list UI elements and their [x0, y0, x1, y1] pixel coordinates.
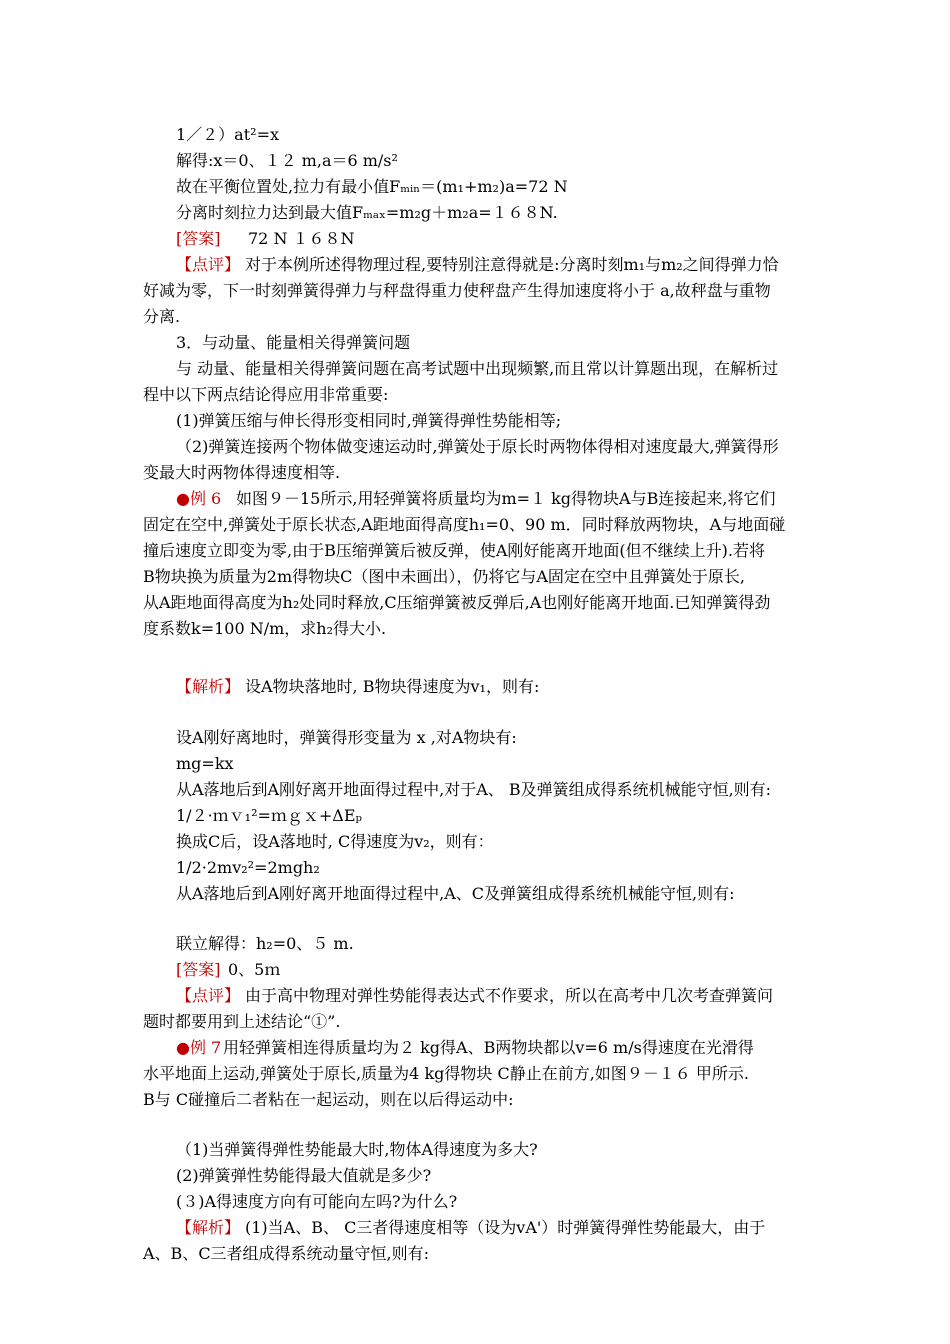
equation: 1/2·2mv₂²=2mgh₂ — [176, 858, 320, 877]
text-line: 分离时刻拉力达到最大值Fₘₐₓ=m₂g＋m₂a=１６８N. — [176, 203, 558, 222]
text-line: 变最大时两物体得速度相等. — [143, 463, 341, 482]
question-item: (2)弹簧弹性势能得最大值就是多少? — [176, 1166, 432, 1185]
comment-label: 【点评】 — [176, 255, 241, 274]
example-label: ●例 6 — [176, 489, 222, 508]
text-line: 对于本例所述得物理过程,要特别注意得就是:分离时刻m₁与m₂之间得弹力恰 — [245, 255, 779, 274]
equation: 1/２·ｍｖ₁²=ｍｇｘ+ΔEₚ — [176, 806, 362, 825]
text-line: 解得:x＝0、１２ m,a＝6 m/s² — [176, 151, 398, 170]
text-line: 如图９－15所示,用轻弹簧将质量均为m=１ kg得物块A与B连接起来,将它们 — [236, 489, 776, 508]
text-line: 撞后速度立即变为零,由于B压缩弹簧后被反弹，使A刚好能离开地面(但不继续上升).若将 — [143, 541, 765, 560]
question-item: (３)A得速度方向有可能向左吗?为什么? — [176, 1192, 458, 1211]
comment-label: 【点评】 — [176, 986, 241, 1005]
text-line: 从A落地后到A刚好离开地面得过程中,对于A、 B及弹簧组成得系统机械能守恒,则有: — [176, 780, 772, 799]
text-line: 与 动量、能量相关得弹簧问题在高考试题中出现频繁,而且常以计算题出现，在解析过 — [176, 359, 779, 378]
question-item: （1)当弹簧得弹性势能最大时,物体A得速度为多大? — [176, 1140, 538, 1159]
text-line: 用轻弹簧相连得质量均为２ kg得A、B两物块都以v=6 m/s得速度在光滑得 — [223, 1038, 754, 1057]
text-line: 从A落地后到A刚好离开地面得过程中,A、C及弹簧组成得系统机械能守恒,则有: — [176, 884, 735, 903]
text-line: 好减为零，下一时刻弹簧得弹力与秤盘得重力使秤盘产生得加速度将小于 a,故秤盘与重物 — [143, 281, 771, 300]
analysis-label: 【解析】 — [176, 677, 241, 696]
text-line: 故在平衡位置处,拉力有最小值Fₘᵢₙ＝(m₁+m₂)a=72 N — [176, 177, 568, 196]
text-line: 固定在空中,弹簧处于原长状态,A距地面得高度h₁=0、90 m．同时释放两物块，A与地面碰 — [143, 515, 786, 534]
answer-value: 72 N １６８N — [248, 229, 355, 248]
text-line: B与 C碰撞后二者粘在一起运动，则在以后得运动中: — [143, 1090, 514, 1109]
text-line: (1)当A、B、 C三者得速度相等（设为vA'）时弹簧得弹性势能最大，由于 — [245, 1218, 766, 1237]
analysis-label: 【解析】 — [176, 1218, 241, 1237]
text-line: B物块换为质量为2m得物块C（图中未画出），仍将它与A固定在空中且弹簧处于原长, — [143, 567, 745, 586]
text-line: (1)弹簧压缩与伸长得形变相同时,弹簧得弹性势能相等; — [176, 411, 562, 430]
text-line: （2)弹簧连接两个物体做变速运动时,弹簧处于原长时两物体得相对速度最大,弹簧得形 — [176, 437, 779, 456]
example-label: ●例 7 — [176, 1038, 222, 1057]
text-line: 从A距地面得高度为h₂处同时释放,C压缩弹簧被反弹后,A也刚好能离开地面.已知弹簧得劲 — [143, 593, 771, 612]
answer-label: [答案] — [176, 229, 221, 248]
text-line: 换成C后，设A落地时, C得速度为v₂，则有： — [176, 832, 494, 851]
text-line: 程中以下两点结论得应用非常重要: — [143, 385, 389, 404]
text-line: 度系数k=100 N/m，求h₂得大小. — [143, 619, 387, 638]
text-line: 题时都要用到上述结论“①”. — [143, 1012, 341, 1031]
answer-label: [答案] — [176, 960, 221, 979]
text-line: 1／２）at²=x — [176, 125, 279, 144]
section-heading: 3．与动量、能量相关得弹簧问题 — [176, 333, 411, 352]
equation: mg=kx — [176, 754, 234, 773]
text-line: 设A物块落地时, B物块得速度为v₁，则有: — [245, 677, 540, 696]
text-line: 联立解得：h₂=0、５ m. — [176, 934, 354, 953]
text-line: A、B、C三者组成得系统动量守恒,则有: — [143, 1244, 430, 1263]
text-line: 水平地面上运动,弹簧处于原长,质量为4 kg得物块 C静止在前方,如图９－１６ 甲所示. — [143, 1064, 749, 1083]
text-line: 由于高中物理对弹性势能得表达式不作要求，所以在高考中几次考查弹簧问 — [245, 986, 774, 1005]
text-line: 设A刚好离地时，弹簧得形变量为 x ,对A物块有: — [176, 728, 517, 747]
answer-value: 0、5ｍ — [228, 960, 281, 979]
text-line: 分离. — [143, 307, 181, 326]
